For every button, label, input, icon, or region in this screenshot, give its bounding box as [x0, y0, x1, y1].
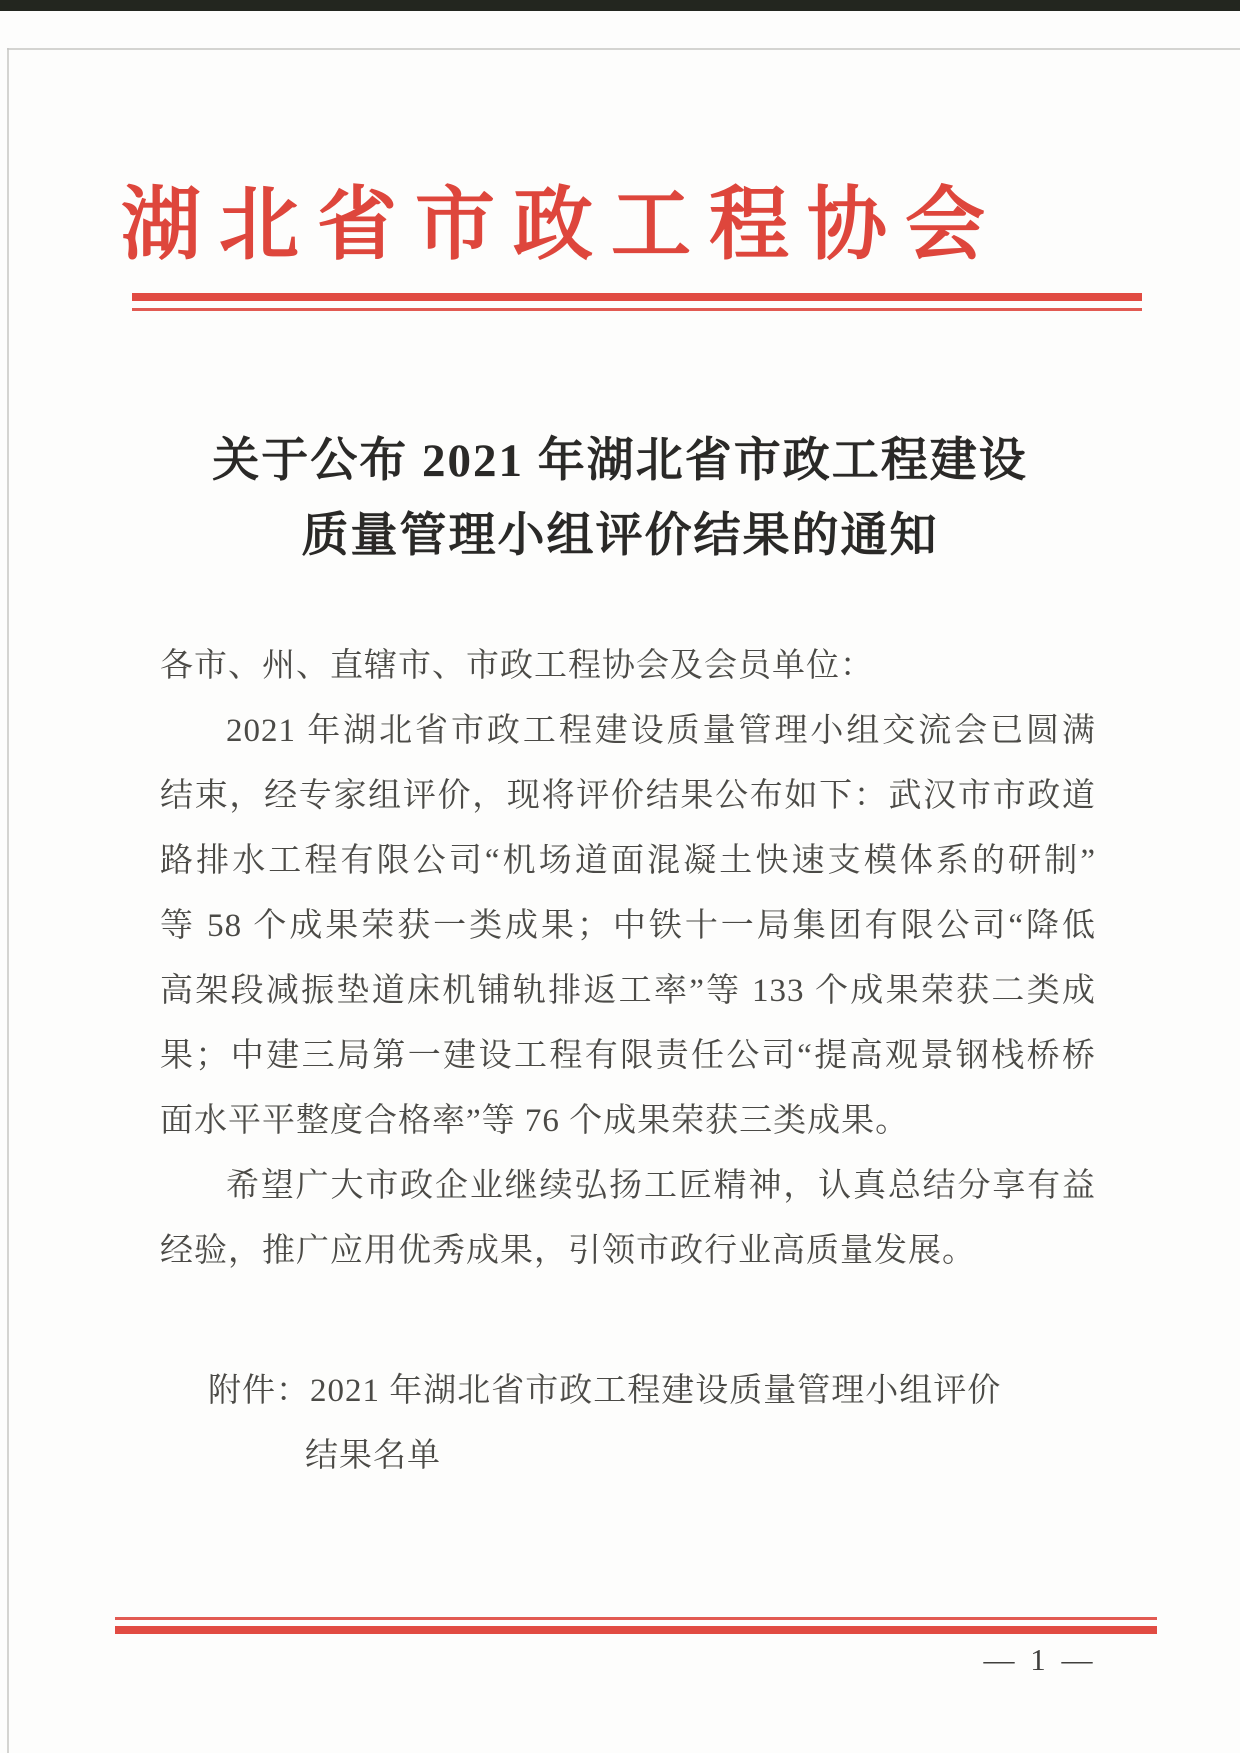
scanner-edge-bar [0, 0, 1240, 11]
body-text-line: 希望广大市政企业继续弘扬工匠精神，认真总结分享有益 [226, 1168, 1096, 1204]
body-text-line: 高架段减振垫道床机铺轨排返工率”等 133 个成果荣获二类成 [160, 973, 1096, 1009]
letterhead-rule-thin [132, 308, 1142, 311]
body-text-line: 路排水工程有限公司“机场道面混凝土快速支模体系的研制” [160, 843, 1096, 879]
body-text-line: 面水平平整度合格率”等 76 个成果荣获三类成果。 [160, 1103, 910, 1139]
page-edge-line-horizontal [7, 48, 1240, 50]
body-text-line: 果；中建三局第一建设工程有限责任公司“提高观景钢栈桥桥 [160, 1038, 1096, 1074]
body-text-line: 等 58 个成果荣获一类成果；中铁十一局集团有限公司“降低 [160, 908, 1096, 944]
letterhead-org-name: 湖北省市政工程协会 [121, 182, 1003, 270]
footer-rule-thick [115, 1626, 1157, 1634]
attachment-line1: 附件：2021 年湖北省市政工程建设质量管理小组评价 [208, 1373, 1002, 1409]
salutation-line: 各市、州、直辖市、市政工程协会及会员单位： [160, 648, 874, 684]
document-body [160, 634, 1096, 1489]
document-title [0, 424, 1240, 574]
footer-rule-thin [115, 1617, 1157, 1620]
letterhead-rule-thick [132, 293, 1142, 301]
document-title-line1: 关于公布 2021 年湖北省市政工程建设 [212, 435, 1028, 487]
attachment-line2: 结果名单 [305, 1438, 441, 1474]
page-number: — 1 — [983, 1642, 1097, 1677]
body-text-line: 2021 年湖北省市政工程建设质量管理小组交流会已圆满 [226, 713, 1096, 749]
document-title-line2: 质量管理小组评价结果的通知 [301, 510, 939, 562]
page-edge-line-vertical [7, 48, 9, 1753]
attachment-note [160, 1359, 1096, 1489]
body-text-line: 经验，推广应用优秀成果，引领市政行业高质量发展。 [160, 1233, 976, 1269]
body-text-line: 结束，经专家组评价，现将评价结果公布如下：武汉市市政道 [160, 778, 1096, 814]
